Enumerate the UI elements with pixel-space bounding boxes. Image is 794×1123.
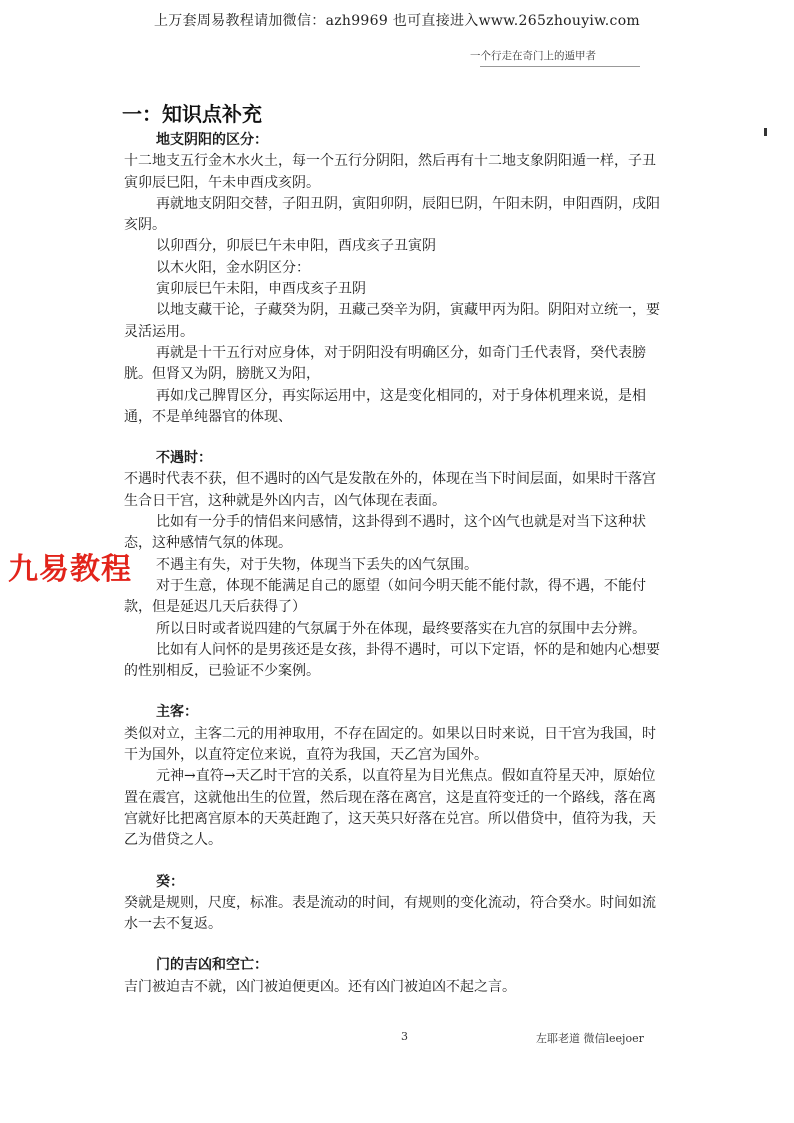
paragraph: 再就是十干五行对应身体，对于阴阳没有明确区分，如奇门壬代表肾，癸代表膀胱。但肾又为阴，膀胱又为阳，: [124, 344, 646, 383]
header-tagline: 一个行走在奇门上的遁甲者: [470, 50, 596, 62]
document-body: [124, 130, 664, 998]
paragraph: 对于生意，体现不能满足自己的愿望（如问今明天能不能付款，得不遇，不能付款，但是延迟几天后获得了）: [124, 577, 646, 616]
paragraph: 以木火阳，金水阴区分：: [156, 259, 310, 276]
paragraph: 类似对立，主客二元的用神取用，不存在固定的。如果以日时来说，日干宫为我国，时干为国外，以直符定位来说，直符为我国，天乙宫为国外。: [124, 725, 656, 764]
paragraph: 十二地支五行金木水火土，每一个五行分阴阳，然后再有十二地支象阴阳遁一样，子丑寅卯辰巳阳，午未申酉戌亥阴。: [124, 153, 656, 191]
section-bu-yu-shi: [124, 448, 664, 682]
section-gates: [124, 955, 664, 998]
paragraph: 再就地支阴阳交替，子阳丑阴，寅阳卯阴，辰阳巳阴，午阳未阴，申阳酉阴，戌阳亥阴。: [124, 195, 660, 234]
section-zhu-ke: [124, 702, 664, 851]
paragraph: 寅卯辰巳午未阳，申酉戌亥子丑阴: [156, 281, 366, 298]
paragraph: 癸就是规则，尺度，标准。表是流动的时间，有规则的变化流动，符合癸水。时间如流水一去不复返。: [124, 894, 656, 933]
section-heading: 不遇时：: [156, 450, 212, 467]
page-number: 3: [401, 1030, 408, 1043]
section-heading: 主客：: [156, 704, 198, 721]
paragraph: 元神→直符→天乙时干宫的关系，以直符星为目光焦点。假如直符星天冲，原始位置在震宫，这就他出生的位置，然后现在落在离宫，这是直符变迁的一个路线，落在离宫就好比把离宫原本的天英赶跑了，这天英只好落在兑宫。所以借贷中，值符为我，天乙为借贷之人。: [124, 768, 656, 849]
footer-credit: 左耶老道 微信leejoer: [536, 1032, 644, 1045]
paragraph: 以卯酉分，卯辰巳午未申阳，酉戌亥子丑寅阴: [156, 238, 436, 255]
paragraph: 不遇时代表不获，但不遇时的凶气是发散在外的，体现在当下时间层面，如果时干落宫生合日干宫，这种就是外凶内吉，凶气体现在表面。: [124, 471, 656, 509]
paragraph: 以地支藏干论，子藏癸为阴，丑藏己癸辛为阴，寅藏甲丙为阳。阴阳对立统一，要灵活运用。: [124, 302, 660, 340]
section-title: 一：知识点补充: [122, 102, 262, 126]
paragraph: 所以日时或者说四建的气氛属于外在体现，最终要落实在九宫的氛围中去分辨。: [156, 620, 646, 637]
paragraph: 再如戊己脾胃区分，再实际运用中，这是变化相同的，对于身体机理来说，是相通，不是单纯器官的体现、: [124, 387, 646, 425]
paragraph: 比如有一分手的情侣来问感情，这卦得到不遇时，这个凶气也就是对当下这种状态，这种感情气氛的体现。: [124, 514, 646, 552]
watermark-logo: 九易教程: [8, 552, 132, 587]
paragraph: 吉门被迫吉不就，凶门被迫便更凶。还有凶门被迫凶不起之言。: [124, 978, 516, 995]
section-heading: 癸：: [156, 873, 184, 890]
top-banner: 上万套周易教程请加微信：azh9969 也可直接进入www.265zhouyiw.com: [153, 13, 641, 29]
paragraph: 比如有人问怀的是男孩还是女孩，卦得不遇时，可以下定语，怀的是和她内心想要的性别相反，已验证不少案例。: [124, 641, 660, 680]
section-heading: 门的吉凶和空亡：: [156, 957, 268, 974]
section-heading: 地支阴阳的区分：: [156, 132, 268, 148]
scan-mark: [764, 128, 767, 136]
header-divider: [480, 66, 640, 67]
section-gui: [124, 872, 664, 936]
paragraph: 不遇主有失，对于失物，体现当下丢失的凶气氛围。: [156, 556, 478, 573]
section-earthly-branches: [124, 130, 664, 428]
